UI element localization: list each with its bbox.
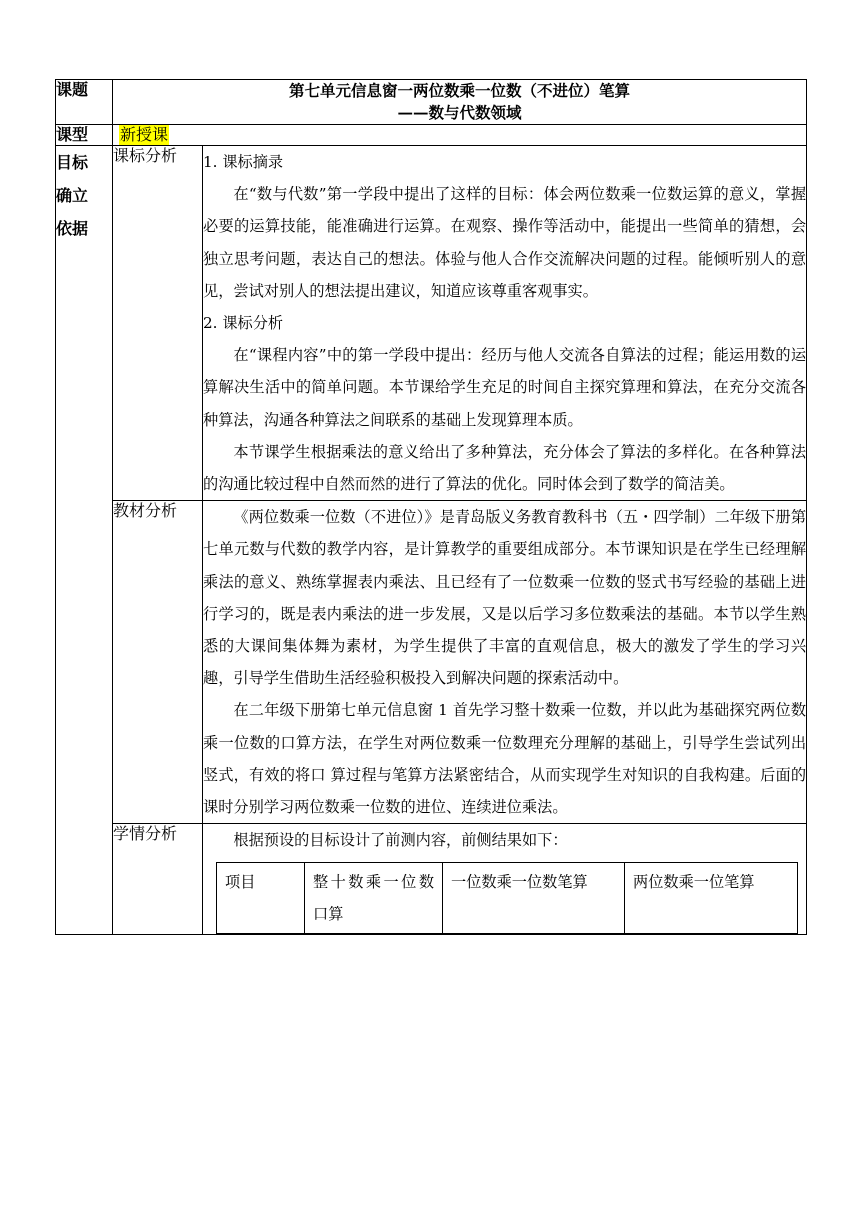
paragraph: 《两位数乘一位数（不进位）》是青岛版义务教育教科书（五・四学制）二年级下册第七单元数与代数的教学内容，是计算教学的重要组成部分。本节课知识是在学生已经理解乘法的意义、熟练掌握表内乘法、且已经有了一位数乘一位数的竖式书写经验的基础上进行学习的，既是表内乘法的进一步发展，又是以后学习多位数乘法的基础。本节以学生熟悉的大课间集体舞为素材，为学生提供了丰富的直观信息，极大的激发了学生的学习兴趣，引导学生借助生活经验积极投入到解决问题的探索活动中。	[203, 508, 807, 688]
standard-analysis-content	[203, 146, 807, 501]
textbook-analysis-content	[203, 501, 807, 824]
textbook-analysis-label: 教材分析	[113, 501, 203, 824]
standard-analysis-label: 课标分析	[113, 146, 203, 501]
topic-row	[56, 80, 807, 125]
section-heading: 2. 课标分析	[203, 314, 284, 333]
paragraph: 在二年级下册第七单元信息窗 1 首先学习整十数乘一位数，并以此为基础探究两位数乘一位数的口算方法，在学生对两位数乘一位数理充分理解的基础上，引导学生尝试列出竖式，有效的将口 算过程与笔算方法紧密结合，从而实现学生对知识的自我构建。后面的课时分别学习两位数乘一位数的进位、连续进位乘法。	[203, 701, 807, 817]
learner-analysis-content	[203, 824, 807, 935]
textbook-analysis-row	[56, 501, 807, 824]
section-heading: 1. 课标摘录	[203, 153, 284, 171]
standard-analysis-row	[56, 146, 807, 501]
table-header-cell: 两位数乘一位笔算	[625, 863, 798, 934]
basis-label-char: 依据	[56, 219, 89, 238]
paragraph: 根据预设的目标设计了前测内容，前侧结果如下：	[233, 831, 568, 850]
type-row	[56, 125, 807, 146]
lesson-plan-table	[55, 79, 807, 935]
learner-analysis-row	[56, 824, 807, 935]
paragraph: 在“数与代数”第一学段中提出了这样的目标：体会两位数乘一位数运算的意义，掌握必要的运算技能，能准确进行运算。在观察、操作等活动中，能提出一些简单的猜想，会独立思考问题，表达自己的想法。体验与他人合作交流解决问题的过程。能倾听别人的意见，尝试对别人的想法提出建议，知道应该尊重客观事实。	[203, 185, 807, 300]
basis-label-char: 目标	[56, 153, 89, 172]
type-cell	[113, 125, 807, 146]
basis-label	[56, 146, 113, 935]
type-label: 课型	[56, 125, 113, 146]
paragraph: 本节课学生根据乘法的意义给出了多种算法，充分体会了算法的多样化。在各种算法的沟通比较过程中自然而然的进行了算法的优化。同时体会到了数学的简洁美。	[203, 442, 807, 494]
pretest-table	[216, 862, 798, 934]
title-cell	[113, 80, 807, 125]
topic-label: 课题	[56, 80, 113, 125]
table-header-row	[217, 863, 798, 934]
lesson-plan-document	[55, 79, 806, 935]
table-header-cell: 整十数乘一位数口算	[305, 863, 443, 934]
paragraph: 在“课程内容”中的第一学段中提出：经历与他人交流各自算法的过程；能运用数的运算解决生活中的简单问题。本节课给学生充足的时间自主探究算理和算法，在充分交流各种算法，沟通各种算法之间联系的基础上发现算理本质。	[203, 346, 807, 429]
type-value-highlight: 新授课	[120, 125, 169, 144]
table-header-cell: 项目	[217, 863, 305, 934]
table-header-cell: 一位数乘一位数笔算	[443, 863, 625, 934]
basis-label-char: 确立	[56, 186, 89, 205]
lesson-domain: ——数与代数领域	[397, 103, 522, 122]
lesson-title: 第七单元信息窗一两位数乘一位数（不进位）笔算	[289, 81, 631, 100]
learner-analysis-label: 学情分析	[113, 824, 203, 935]
